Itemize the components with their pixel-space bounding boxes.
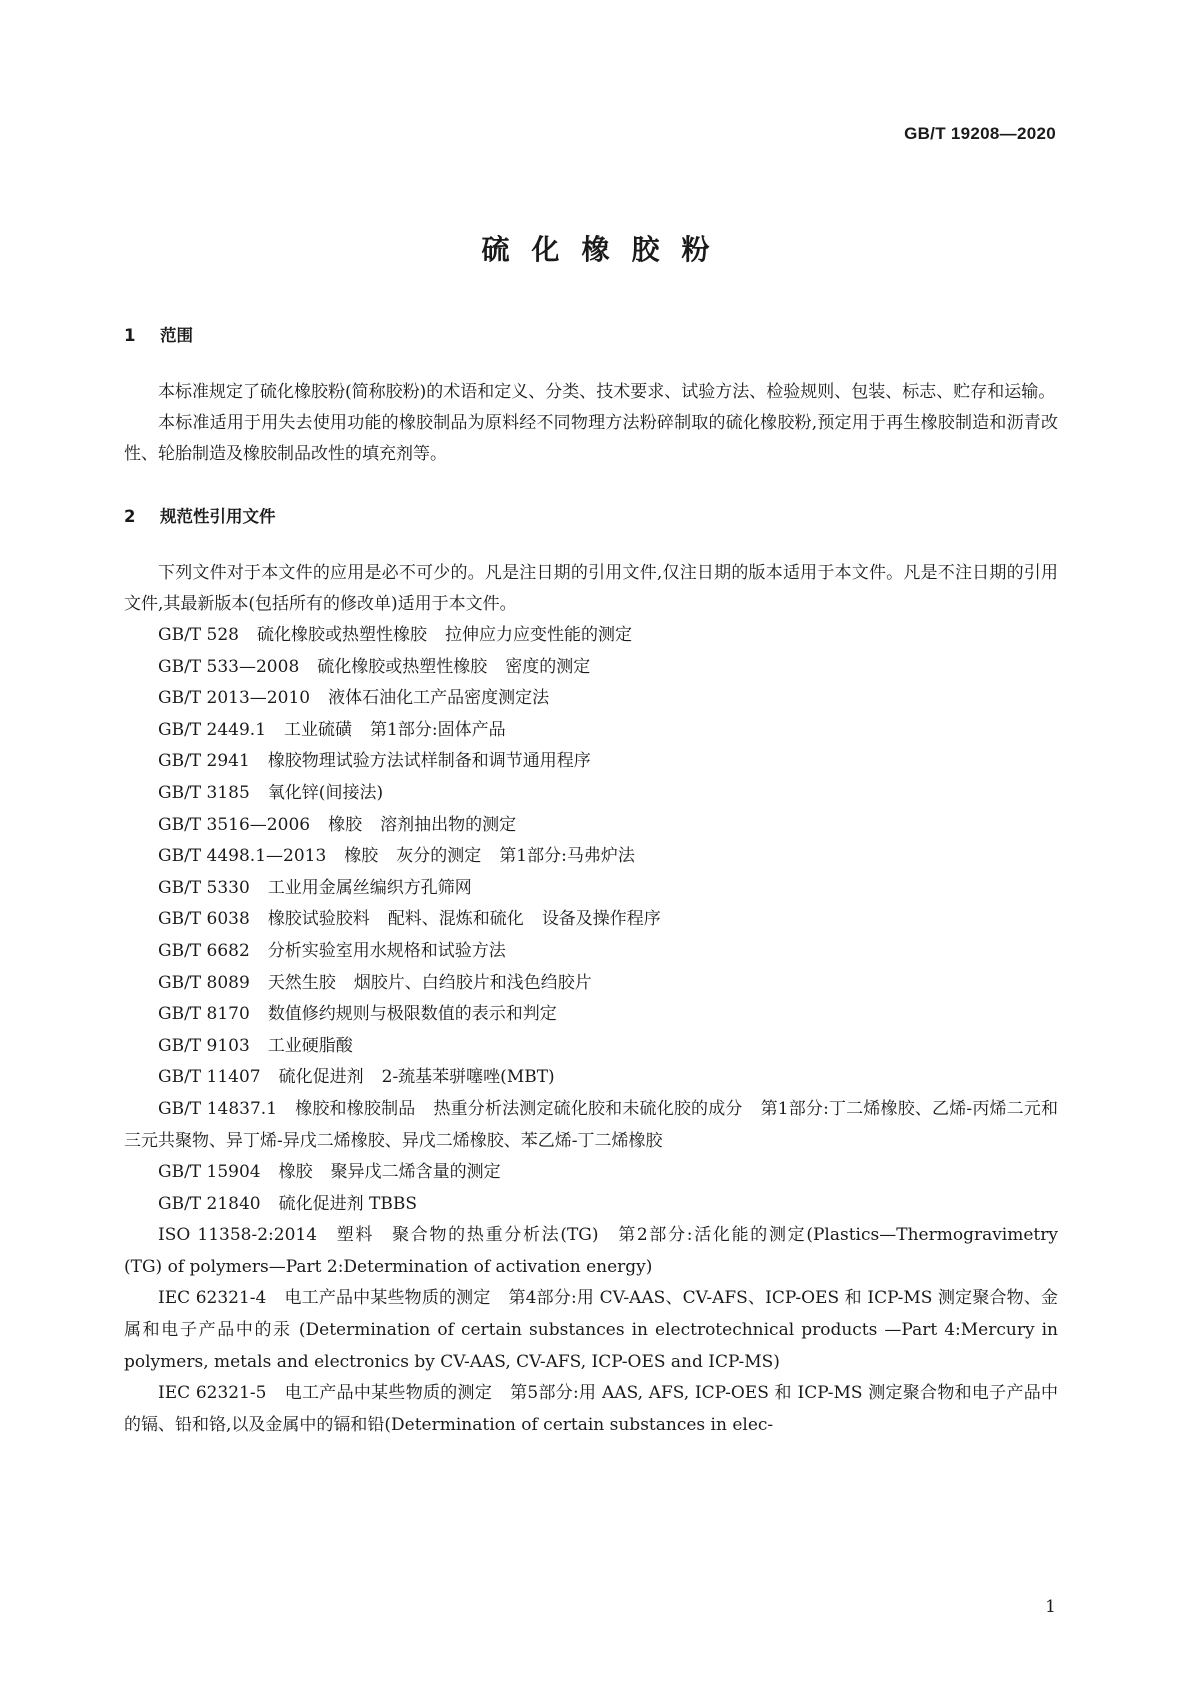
reference-item xyxy=(124,1220,1058,1283)
reference-code: GB/T 9103 xyxy=(158,1035,250,1056)
reference-item xyxy=(124,1378,1058,1441)
document-title: 硫化橡胶粉 xyxy=(481,233,732,266)
reference-code: GB/T 6038 xyxy=(158,909,250,930)
reference-code: IEC 62321-5 xyxy=(158,1383,267,1404)
reference-title-segment: 硫化促进剂 TBBS xyxy=(278,1193,417,1214)
reference-title-segment: 配料、混炼和硫化 xyxy=(387,909,524,930)
section-2-title: 规范性引用文件 xyxy=(160,507,276,526)
reference-item xyxy=(124,715,1058,747)
reference-item xyxy=(124,904,1058,936)
reference-code: GB/T 8089 xyxy=(158,972,250,993)
reference-item xyxy=(124,1157,1058,1189)
reference-title-segment: 第2部分:活化能的测定(Plastics—Thermogravimetry (TG) of polymers—Part 2:Determination of activation energy) xyxy=(124,1225,1058,1277)
reference-code: GB/T 4498.1—2013 xyxy=(158,846,327,867)
reference-item xyxy=(124,778,1058,810)
reference-item xyxy=(124,620,1058,652)
reference-code: GB/T 5330 xyxy=(158,877,250,898)
reference-title-segment: 硫化橡胶或热塑性橡胶 xyxy=(317,656,488,677)
reference-title-segment: 工业硬脂酸 xyxy=(267,1035,353,1056)
reference-title-segment: 分析实验室用水规格和试验方法 xyxy=(267,940,506,961)
reference-code: GB/T 528 xyxy=(158,625,239,645)
reference-code: GB/T 6682 xyxy=(158,940,250,961)
reference-item xyxy=(124,936,1058,968)
reference-item xyxy=(124,873,1058,905)
reference-item xyxy=(124,1094,1058,1157)
reference-title-segment: 电工产品中某些物质的测定 xyxy=(284,1288,491,1309)
reference-title-segment: 橡胶和橡胶制品 xyxy=(295,1098,416,1119)
reference-item xyxy=(124,1062,1058,1094)
reference-title-segment: 数值修约规则与极限数值的表示和判定 xyxy=(267,1004,557,1025)
reference-code: GB/T 533—2008 xyxy=(158,656,300,677)
reference-code: GB/T 2449.1 xyxy=(158,719,267,740)
reference-code: GB/T 3516—2006 xyxy=(158,814,311,835)
reference-item xyxy=(124,1031,1058,1063)
section-2-intro: 下列文件对于本文件的应用是必不可少的。凡是注日期的引用文件,仅注日期的版本适用于本文件。凡是不注日期的引用文件,其最新版本(包括所有的修改单)适用于本文件。 xyxy=(124,563,1058,614)
reference-title-segment: 第4部分:用 CV-AAS、CV-AFS、ICP-OES 和 ICP-MS 测定聚合物、金属和电子产品中的汞 (Determination of certain substances in electrotechnical products —Part 4:Mercury in polymers, metals and electronics by CV-AAS, CV-AFS, ICP-OES and ICP-MS) xyxy=(124,1288,1058,1372)
reference-code: GB/T 15904 xyxy=(158,1162,261,1183)
section-1-title: 范围 xyxy=(160,326,193,345)
reference-code: GB/T 2941 xyxy=(158,751,250,772)
reference-title-segment: 橡胶 xyxy=(278,1162,313,1183)
section-2-number: 2 xyxy=(124,507,136,526)
standard-code: GB/T 19208—2020 xyxy=(904,124,1056,143)
reference-title-segment: 橡胶试验胶料 xyxy=(267,909,370,930)
reference-item xyxy=(124,1189,1058,1221)
reference-item xyxy=(124,746,1058,778)
reference-title-segment: 聚异戊二烯含量的测定 xyxy=(330,1162,501,1183)
reference-item xyxy=(124,810,1058,842)
reference-title-segment: 橡胶物理试验方法试样制备和调节通用程序 xyxy=(267,751,591,772)
reference-title-segment: 氧化锌(间接法) xyxy=(267,782,384,803)
reference-code: GB/T 14837.1 xyxy=(158,1098,278,1119)
reference-title-segment: 设备及操作程序 xyxy=(541,909,661,930)
reference-title-segment: 液体石油化工产品密度测定法 xyxy=(328,688,550,709)
reference-title-segment: 拉伸应力应变性能的测定 xyxy=(445,625,632,645)
section-1-paragraph-1: 本标准规定了硫化橡胶粉(简称胶粉)的术语和定义、分类、技术要求、试验方法、检验规则、包装、标志、贮存和运输。 xyxy=(158,382,1056,402)
document-body xyxy=(124,325,1058,1441)
reference-title-segment: 溶剂抽出物的测定 xyxy=(380,814,517,835)
reference-title-segment: 硫化橡胶或热塑性橡胶 xyxy=(257,625,427,645)
section-1-paragraph-2: 本标准适用于用失去使用功能的橡胶制品为原料经不同物理方法粉碎制取的硫化橡胶粉,预定用于再生橡胶制造和沥青改性、轮胎制造及橡胶制品改性的填充剂等。 xyxy=(124,413,1058,464)
reference-title-segment: 热重分析法测定硫化胶和未硫化胶的成分 xyxy=(433,1098,743,1119)
reference-code: GB/T 11407 xyxy=(158,1067,261,1088)
section-2-heading xyxy=(124,506,1058,528)
reference-title-segment: 第1部分:马弗炉法 xyxy=(499,846,635,867)
reference-title-segment: 工业硫磺 xyxy=(284,719,353,740)
reference-title-segment: 工业用金属丝编织方孔筛网 xyxy=(267,877,472,898)
reference-item xyxy=(124,999,1058,1031)
reference-title-segment: 电工产品中某些物质的测定 xyxy=(284,1383,493,1404)
reference-item xyxy=(124,841,1058,873)
reference-code: GB/T 8170 xyxy=(158,1004,250,1025)
reference-code: GB/T 2013—2010 xyxy=(158,688,311,709)
reference-code: IEC 62321-4 xyxy=(158,1288,267,1309)
reference-title-segment: 聚合物的热重分析法(TG) xyxy=(392,1225,599,1246)
reference-item xyxy=(124,683,1058,715)
reference-title-segment: 灰分的测定 xyxy=(396,846,482,867)
reference-title-segment: 第5部分:用 AAS, AFS, ICP-OES 和 ICP-MS 测定聚合物和电子产品中的镉、铅和铬,以及金属中的镉和铅(Determination of certain substances in elec- xyxy=(124,1383,1059,1435)
reference-item xyxy=(124,1283,1058,1378)
reference-title-segment: 塑料 xyxy=(335,1225,375,1246)
reference-title-segment: 2-巯基苯骈噻唑(MBT) xyxy=(381,1067,555,1088)
reference-title-segment: 橡胶 xyxy=(344,846,379,867)
reference-list xyxy=(124,620,1058,1441)
reference-title-segment: 烟胶片、白绉胶片和浅色绉胶片 xyxy=(353,972,592,993)
section-1-number: 1 xyxy=(124,326,136,345)
reference-title-segment: 天然生胶 xyxy=(267,972,336,993)
reference-item xyxy=(124,652,1058,684)
reference-code: GB/T 21840 xyxy=(158,1193,261,1214)
section-1-heading xyxy=(124,325,1058,347)
page-number: 1 xyxy=(1045,1597,1056,1617)
reference-item xyxy=(124,968,1058,1000)
reference-title-segment: 第1部分:固体产品 xyxy=(370,719,506,740)
reference-title-segment: 密度的测定 xyxy=(505,656,591,677)
reference-title-segment: 第1部分:丁二烯橡胶、乙烯-丙烯二元和三元共聚物、异丁烯-异戊二烯橡胶、异戊二烯橡胶、苯乙烯-丁二烯橡胶 xyxy=(124,1098,1059,1151)
reference-title-segment: 硫化促进剂 xyxy=(278,1067,364,1088)
reference-title-segment: 橡胶 xyxy=(328,814,363,835)
reference-code: ISO 11358-2:2014 xyxy=(158,1225,318,1246)
reference-code: GB/T 3185 xyxy=(158,782,250,803)
